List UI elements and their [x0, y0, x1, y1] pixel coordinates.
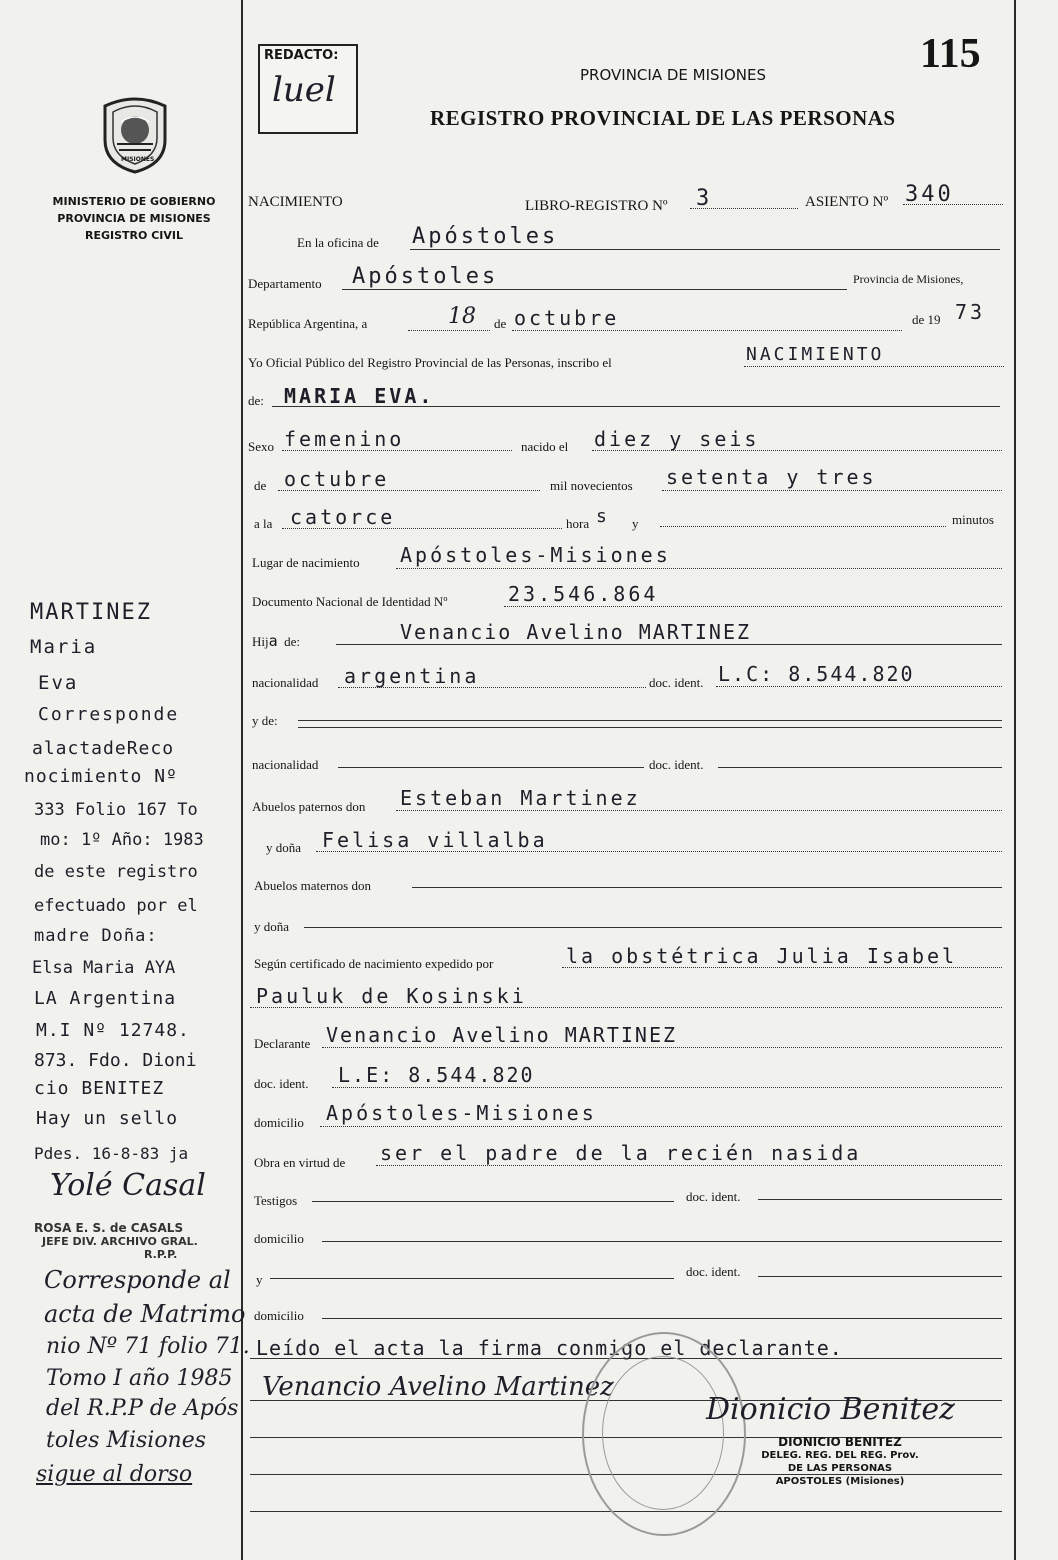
officer-line	[744, 366, 1004, 367]
name-line	[272, 406, 1000, 407]
date-year-label: de 19	[912, 312, 941, 327]
marriage-note-line: acta de Matrimo	[44, 1300, 246, 1328]
margin-note-line: nocimiento Nº	[24, 766, 178, 787]
ministry-line: PROVINCIA DE MISIONES	[57, 212, 211, 225]
margin-note-line: 873. Fdo. Dioni	[34, 1050, 197, 1071]
sex-line	[282, 450, 512, 451]
margin-note-line: cio BENITEZ	[34, 1078, 165, 1099]
margin-note-line: efectuado por el	[34, 896, 198, 916]
registry-heading: REGISTRO PROVINCIAL DE LAS PERSONAS	[430, 106, 896, 130]
certificate-value-1: la obstétrica Julia Isabel	[566, 944, 958, 968]
birthplace-label: Lugar de nacimiento	[252, 555, 360, 570]
margin-note-line: MARTINEZ	[30, 600, 152, 625]
date-de: de	[494, 316, 507, 331]
ministry-block	[44, 193, 224, 244]
official-stamp-line: DIONICIO BENITEZ	[778, 1435, 902, 1449]
marriage-note-line: Corresponde al	[44, 1266, 231, 1294]
witness2-address-label: domicilio	[254, 1308, 304, 1323]
province-heading: PROVINCIA DE MISIONES	[580, 66, 766, 84]
marriage-note-line: Tomo I año 1985	[46, 1366, 233, 1391]
department-label: Departamento	[248, 276, 322, 291]
at-label: a la	[254, 516, 273, 531]
address-line	[320, 1126, 1002, 1127]
ministry-line: MINISTERIO DE GOBIERNO	[52, 195, 216, 208]
witness-doc-line	[758, 1199, 1002, 1200]
declarant-doc: L.E: 8.544.820	[338, 1063, 535, 1087]
minutes-line	[660, 526, 946, 527]
address-value: Apóstoles-Misiones	[326, 1101, 597, 1125]
father-doc: L.C: 8.544.820	[718, 662, 915, 686]
hour-label: hora	[566, 516, 590, 531]
officer-text: Yo Oficial Público del Registro Provincial de las Personas, inscribo el	[248, 355, 612, 370]
date-day: 18	[448, 304, 476, 329]
department-line	[342, 289, 847, 290]
provincial-emblem	[95, 92, 175, 174]
paternal-label: Abuelos paternos don	[252, 799, 366, 814]
mother-line-2	[298, 727, 1002, 728]
address-label: domicilio	[254, 1115, 304, 1130]
witness2-doc-line	[758, 1276, 1002, 1277]
born-year-line	[662, 490, 1002, 491]
marriage-note-line: nio Nº 71 folio 71.	[46, 1334, 250, 1359]
book-number: 3	[696, 186, 713, 211]
born-year-words: setenta y tres	[666, 465, 877, 489]
declarant-doc-line	[332, 1087, 1002, 1088]
born-month-line	[278, 490, 540, 491]
redacto-signature: luel	[272, 70, 336, 110]
date-month: octubre	[514, 306, 620, 330]
margin-note-line: alactadeReco	[32, 738, 175, 759]
born-month: octubre	[284, 467, 390, 491]
declarant-line	[322, 1047, 1002, 1048]
father-nationality: argentina	[344, 664, 480, 688]
book-line	[690, 208, 798, 209]
redacto-label: REDACTO:	[264, 48, 339, 63]
officer-value: NACIMIENTO	[746, 344, 885, 365]
name-value: MARIA EVA.	[284, 384, 435, 408]
margin-note-line: madre Doña:	[34, 926, 158, 946]
thousand-label: mil novecientos	[550, 478, 633, 493]
right-margin-rule	[1014, 0, 1016, 1560]
department-value: Apóstoles	[352, 264, 499, 289]
certificate-value-2: Pauluk de Kosinski	[256, 984, 527, 1008]
hour-s: s	[596, 506, 610, 527]
margin-stamp-line: ROSA E. S. de CASALS	[34, 1221, 184, 1235]
witness2-line	[270, 1278, 674, 1279]
father-nationality-label: nacionalidad	[252, 675, 319, 690]
witness-line	[312, 1201, 674, 1202]
declarant-signature: Venancio Avelino Martinez	[262, 1372, 614, 1402]
child-label-b: a	[268, 632, 278, 650]
office-line	[410, 249, 1000, 250]
maternal-dona-label: y doña	[254, 919, 290, 934]
certificate-label: Según certificado de nacimiento expedido por	[254, 956, 494, 971]
entry-line	[903, 204, 1003, 205]
born-label: nacido el	[521, 439, 569, 454]
maternal-grandfather-line	[412, 887, 1002, 888]
sex-label: Sexo	[248, 439, 274, 454]
closing-text: Leído el acta la firma conmigo el declarante.	[256, 1336, 843, 1360]
and-of-label: y de:	[252, 713, 278, 728]
margin-stamp	[34, 1222, 244, 1261]
declarant-label: Declarante	[254, 1036, 311, 1051]
hour-line	[282, 528, 562, 529]
margin-signature: Yolé Casal	[50, 1168, 206, 1203]
official-stamp	[740, 1436, 940, 1488]
official-stamp-line: DELEG. REG. DEL REG. Prov.	[761, 1450, 919, 1461]
child-label-a: Hij	[252, 634, 269, 649]
margin-note-line: Corresponde	[38, 704, 180, 725]
paternal-grandfather: Esteban Martinez	[400, 786, 641, 810]
declarant-doc-label: doc. ident.	[254, 1076, 309, 1091]
dni-line	[504, 606, 1002, 607]
certificate-line-2	[250, 1007, 1002, 1008]
born-day: diez y seis	[594, 427, 760, 451]
office-value: Apóstoles	[412, 224, 559, 249]
mother-nationality-label: nacionalidad	[252, 757, 319, 772]
entry-label: ASIENTO Nº	[805, 194, 889, 210]
witness-address-label: domicilio	[254, 1231, 304, 1246]
province-suffix: Provincia de Misiones,	[853, 272, 964, 286]
date-label: República Argentina, a	[248, 316, 368, 331]
witness2-label: y	[256, 1272, 263, 1287]
official-round-seal-inner	[602, 1356, 724, 1510]
date-year: 73	[955, 300, 986, 324]
father-value: Venancio Avelino MARTINEZ	[400, 620, 752, 644]
minutes-label: minutos	[952, 512, 994, 527]
redacto-box	[258, 44, 358, 134]
mother-line	[298, 720, 1002, 721]
maternal-grandmother-line	[304, 927, 1002, 928]
paternal-grandmother-line	[316, 851, 1002, 852]
marriage-note-line: toles Misiones	[46, 1428, 207, 1453]
entry-number: 340	[905, 182, 954, 207]
margin-note-line: Maria	[30, 636, 98, 658]
child-label	[252, 632, 300, 650]
margin-note-line: Eva	[38, 672, 79, 694]
emblem-text: MISIONES	[121, 156, 155, 163]
mother-doc-label: doc. ident.	[649, 757, 704, 772]
born-day-line	[592, 450, 1002, 451]
and-label: y	[632, 516, 639, 531]
month-de-label: de	[254, 478, 267, 493]
margin-note-line: Elsa Maria AYA	[32, 958, 176, 978]
margin-note-line: Hay un sello	[36, 1108, 179, 1129]
margin-note-line: LA Argentina	[34, 988, 177, 1009]
mother-doc-line	[718, 767, 1002, 768]
certificate-line-1	[562, 967, 1002, 968]
margin-note-line: Pdes. 16-8-83 ja	[34, 1144, 189, 1163]
dni-value: 23.546.864	[508, 582, 659, 606]
birthplace-value: Apóstoles-Misiones	[400, 543, 671, 567]
official-signature: Dionicio Benitez	[706, 1392, 955, 1427]
book-label: LIBRO-REGISTRO Nº	[525, 198, 668, 214]
father-line	[336, 644, 1002, 645]
birthplace-line	[396, 568, 1002, 569]
of-label: de:	[248, 393, 264, 408]
record-type: NACIMIENTO	[248, 194, 343, 210]
paternal-grandmother: Felisa villalba	[322, 828, 548, 852]
margin-stamp-line: JEFE DIV. ARCHIVO GRAL.	[42, 1235, 198, 1248]
witness-address-line	[322, 1241, 1002, 1242]
witness2-doc-label: doc. ident.	[686, 1264, 741, 1279]
witness2-address-line	[322, 1318, 1002, 1319]
sex-value: femenino	[284, 427, 405, 451]
father-doc-line	[716, 686, 1002, 687]
father-nationality-line	[338, 687, 646, 688]
acts-line	[376, 1165, 1002, 1166]
child-label-c: de:	[284, 634, 301, 649]
dni-label: Documento Nacional de Identidad Nº	[252, 594, 448, 609]
mother-nationality-line	[338, 767, 644, 768]
ministry-line: REGISTRO CIVIL	[85, 229, 183, 242]
margin-note-line: de este registro	[34, 862, 198, 882]
official-stamp-line: APOSTOLES (Misiones)	[775, 1476, 905, 1487]
date-month-line	[512, 330, 902, 331]
marriage-note-line: sigue al dorso	[36, 1462, 193, 1487]
page-number: 115	[920, 31, 981, 77]
paternal-grandfather-line	[396, 810, 1002, 811]
date-day-line	[408, 330, 490, 331]
acts-value: ser el padre de la recién nasida	[380, 1141, 862, 1165]
margin-note-line: M.I Nº 12748.	[36, 1020, 190, 1041]
maternal-label: Abuelos maternos don	[254, 878, 371, 893]
office-label: En la oficina de	[297, 235, 379, 250]
acts-label: Obra en virtud de	[254, 1155, 346, 1170]
witness-label: Testigos	[254, 1193, 298, 1208]
margin-stamp-line: R.P.P.	[144, 1248, 178, 1261]
witness-doc-label: doc. ident.	[686, 1189, 741, 1204]
father-doc-label: doc. ident.	[649, 675, 704, 690]
hour-value: catorce	[290, 505, 396, 529]
marriage-note-line: del R.P.P de Após	[46, 1396, 239, 1421]
y-dona-label: y doña	[266, 840, 302, 855]
margin-note-line: mo: 1º Año: 1983	[40, 830, 204, 850]
margin-note-line: 333 Folio 167 To	[34, 800, 198, 820]
official-stamp-line: DE LAS PERSONAS	[787, 1463, 893, 1474]
declarant-value: Venancio Avelino MARTINEZ	[326, 1023, 678, 1047]
